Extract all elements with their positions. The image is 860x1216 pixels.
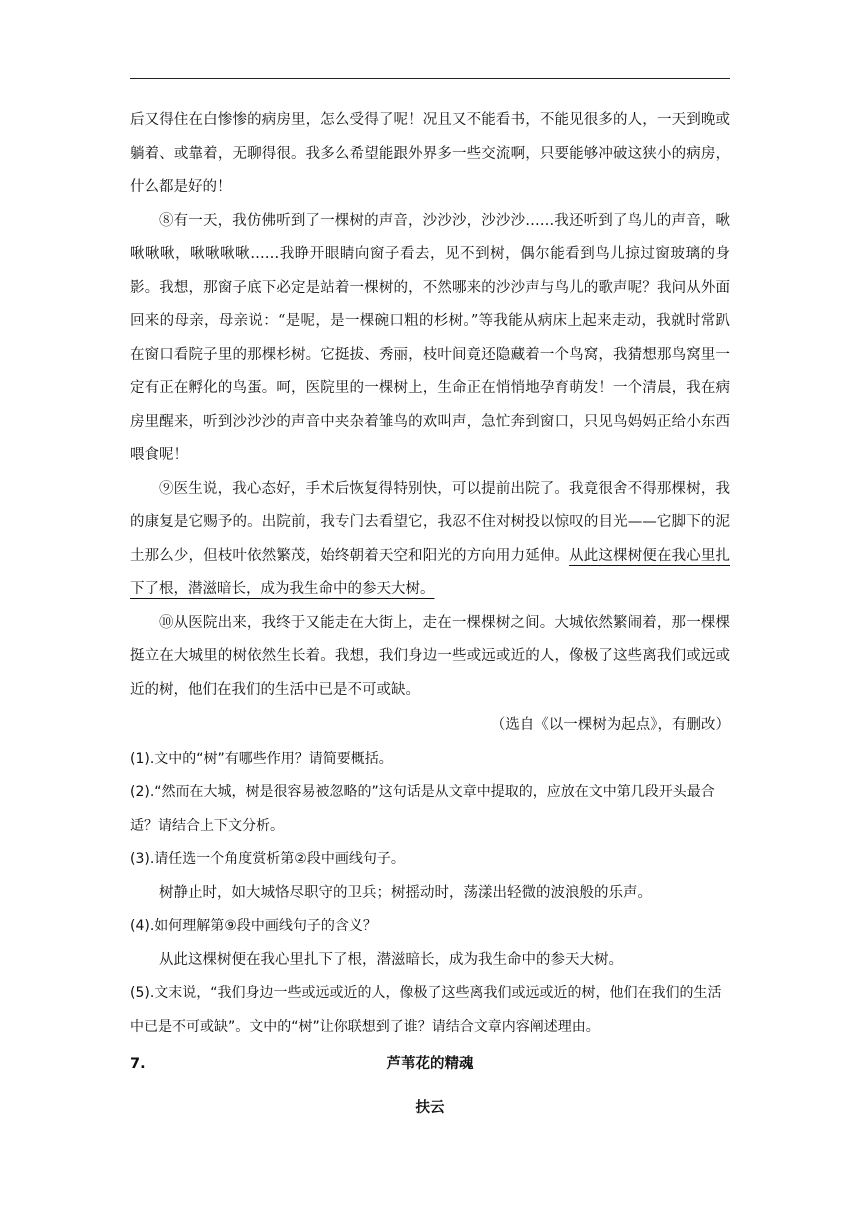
paragraph-9 [130, 473, 730, 607]
question-3: (3).请任选一个角度赏析第②段中画线句子。 [130, 851, 405, 867]
question-2: (2).“然而在大城，树是很容易被忽略的”这句话是从文章中提取的，应放在文中第几段开头最合适？请结合上下文分析。 [130, 784, 715, 834]
item-number: 7. [130, 1056, 146, 1072]
paragraph-9-text: ⑨医生说，我心态好，手术后恢复得特别快，可以提前出院了。我竟很舍不得那棵树，我的康复是它赐予的。出院前，我专门去看望它，我忍不住对树投以惊叹的目光——它脚下的泥土那么少，但枝叶依然繁茂，始终朝着天空和阳光的方向用力延伸。 [130, 480, 730, 564]
question-4: (4).如何理解第⑨段中画线句子的含义？ [130, 918, 377, 934]
paragraph-10: ⑩从医院出来，我终于又能走在大街上，走在一棵棵树之间。大城依然繁闹着，那一棵棵挺立在大城里的树依然生长着。我想，我们身边一些或远或近的人，像极了这些离我们或远或近的树，他们在我们的生活中已是不可或缺。 [130, 614, 730, 698]
question-4-quote: 从此这棵树便在我心里扎下了根，潜滋暗长，成为我生命中的参天大树。 [159, 951, 623, 968]
question-1: (1).文中的“树”有哪些作用？请简要概括。 [130, 750, 393, 767]
article-author: 扶云 [415, 1100, 445, 1116]
question-3-quote: 树静止时，如大城恪尽职守的卫兵；树摇动时，荡漾出轻微的波浪般的乐声。 [159, 884, 652, 901]
header-rule [130, 78, 730, 79]
article-title: 芦苇花的精魂 [386, 1056, 474, 1072]
next-item-header [130, 1048, 730, 1082]
paragraph-continued: 后又得住在白惨惨的病房里，怎么受得了呢！况且又不能看书，不能见很多的人，一天到晚或躺着、或靠着，无聊得很。我多么希望能跟外界多一些交流啊，只要能够冲破这狭小的病房，什么都是好的！ [130, 112, 730, 195]
source-citation: （选自《以一棵树为起点》，有删改） [490, 717, 730, 733]
question-5: (5).文末说，“我们身边一些或远或近的人，像极了这些离我们或远或近的树，他们在我们的生活中已是不可或缺”。文中的“树”让你联想到了谁？请结合文章内容阐述理由。 [130, 985, 722, 1035]
paragraph-8: ⑧有一天，我仿佛听到了一棵树的声音，沙沙沙，沙沙沙……我还听到了鸟儿的声音，啾啾啾啾，啾啾啾啾……我睁开眼睛向窗子看去，见不到树，偶尔能看到鸟儿掠过窗玻璃的身影。我想，那窗子底下必定是站着一棵树的，不然哪来的沙沙声与鸟儿的歌声呢？我问从外面回来的母亲，母亲说：“是呢，是一棵碗口粗的杉树。”等我能从病床上起来走动，我就时常趴在窗口看院子里的那棵杉树。它挺拔、秀丽，枝叶间竟还隐藏着一个鸟窝，我猜想那鸟窝里一定有正在孵化的鸟蛋。呵，医院里的一棵树上，生命正在悄悄地孕育萌发！一个清晨，我在病房里醒来，听到沙沙沙的声音中夹杂着雏鸟的欢叫声，急忙奔到窗口，只见鸟妈妈正给小东西喂食呢！ [130, 212, 730, 463]
document-body [130, 104, 730, 1126]
underlined-sentence: 从此这棵树便在我心里扎下了根，潜滋暗长，成为我生命中的参天大树。 [130, 547, 730, 597]
